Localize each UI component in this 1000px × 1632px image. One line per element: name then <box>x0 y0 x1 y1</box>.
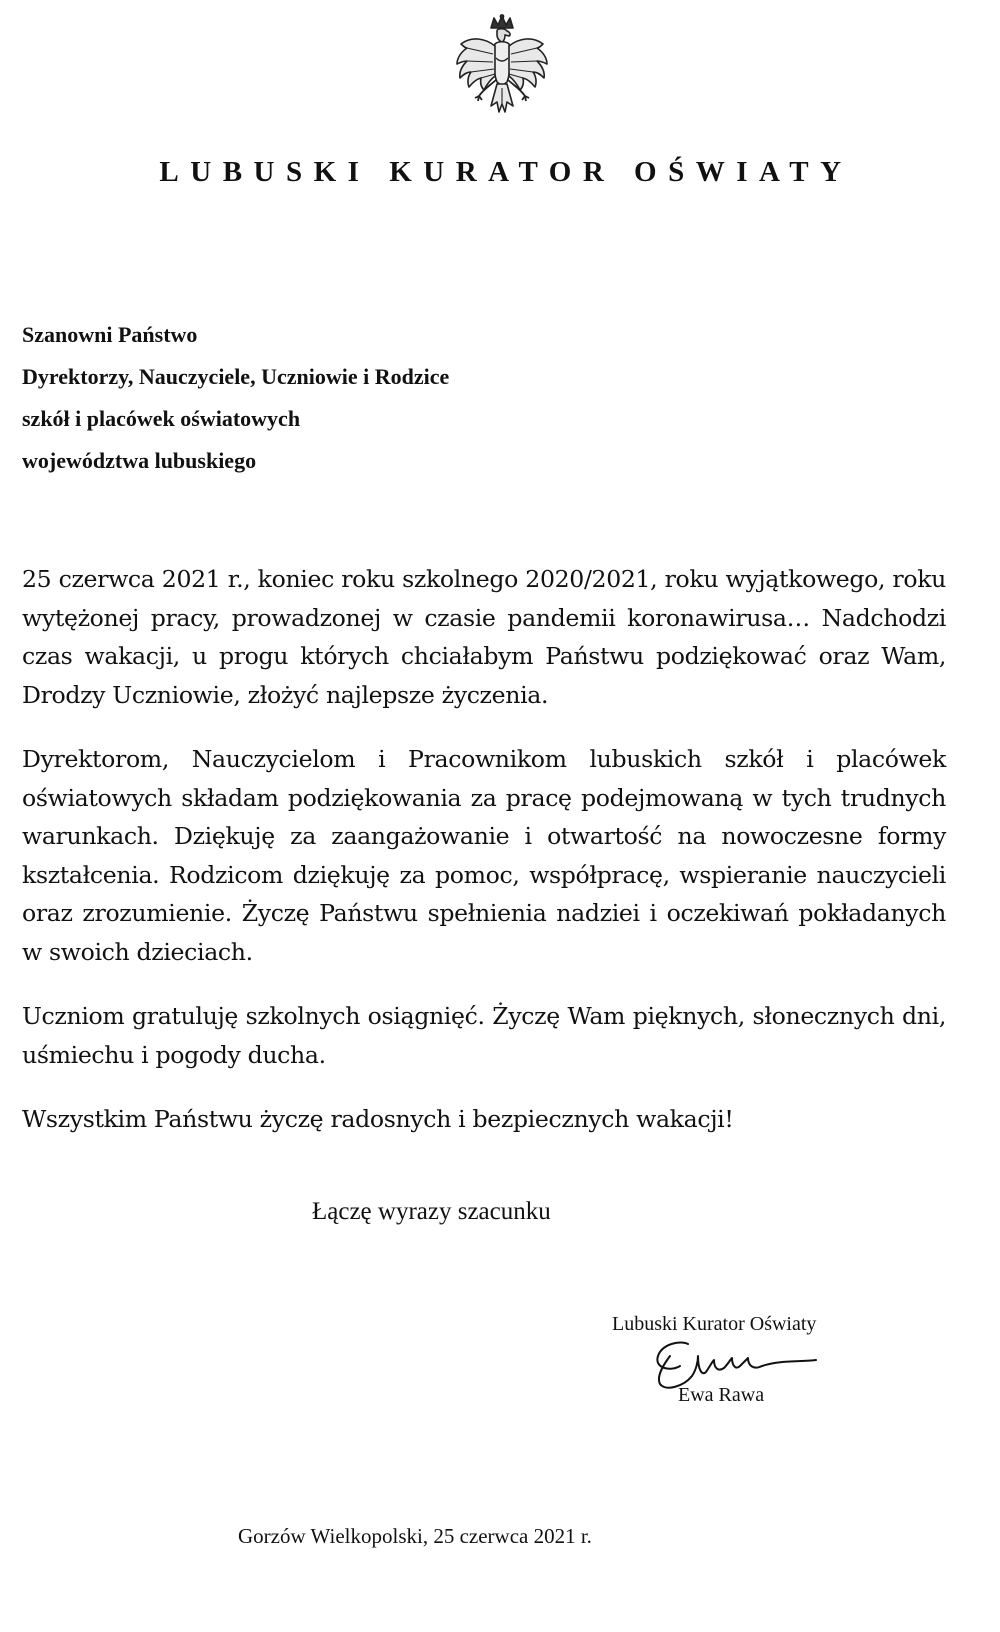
signature-block <box>600 1310 860 1430</box>
addressee-line: Dyrektorzy, Nauczyciele, Uczniowie i Rodzice <box>22 364 450 389</box>
office-title: LUBUSKI KURATOR OŚWIATY <box>159 156 853 188</box>
closing-line: Łączę wyrazy szacunku <box>312 1198 551 1225</box>
addressee-line: województwa lubuskiego <box>22 448 257 473</box>
body-paragraph: Wszystkim Państwu życzę radosnych i bezpiecznych wakacji! <box>22 1105 734 1133</box>
addressee-block <box>22 314 449 482</box>
body-paragraph: Uczniom gratuluję szkolnych osiągnięć. Życzę Wam pięknych, słonecznych dni, uśmiechu i pogody ducha. <box>22 1002 946 1069</box>
letter-body <box>22 560 946 1165</box>
body-paragraph: 25 czerwca 2021 r., koniec roku szkolnego 2020/2021, roku wyjątkowego, roku wytężonej pracy, prowadzonej w czasie pandemii koronawirusa… Nadchodzi czas wakacji, u progu których chciałabym Państwu podziękować oraz Wam, Drodzy Uczniowie, złożyć najlepsze życzenia. <box>22 565 946 709</box>
addressee-line: szkół i placówek oświatowych <box>22 406 301 431</box>
polish-eagle-emblem-icon <box>453 14 551 126</box>
body-paragraph: Dyrektorom, Nauczycielom i Pracownikom lubuskich szkół i placówek oświatowych składam podziękowania za pracę podejmowaną w tych trudnych warunkach. Dziękuję za zaangażowanie i otwartość na nowoczesne formy kształcenia. Rodzicom dziękuję za pomoc, współpracę, wspieranie nauczycieli oraz zrozumienie. Życzę Państwu spełnienia nadziei i oczekiwań pokładanych w swoich dzieciach. <box>22 745 946 966</box>
signature-office: Lubuski Kurator Oświaty <box>612 1313 817 1335</box>
signature-name: Ewa Rawa <box>678 1384 765 1406</box>
addressee-line: Szanowni Państwo <box>22 322 198 347</box>
place-date: Gorzów Wielkopolski, 25 czerwca 2021 r. <box>238 1524 592 1548</box>
